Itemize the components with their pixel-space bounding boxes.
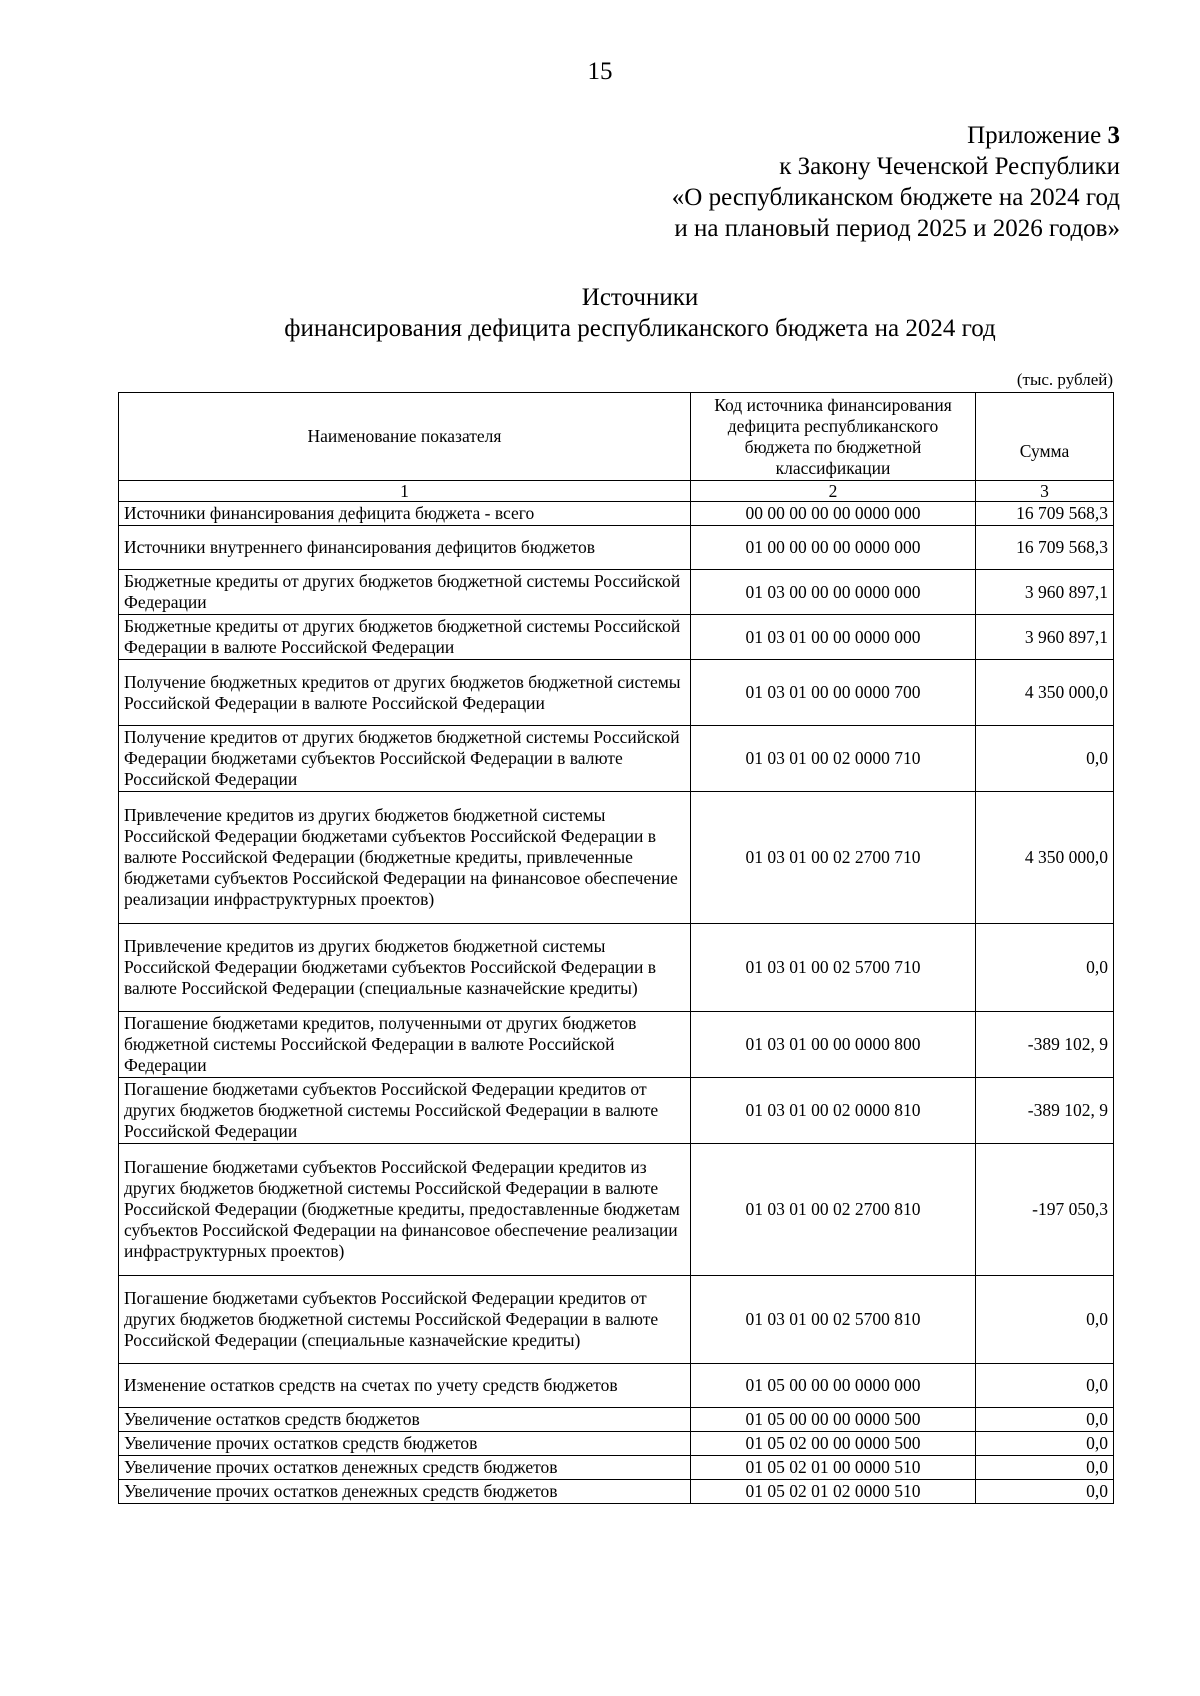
row-code-cell: 01 03 01 00 02 5700 810 [691, 1276, 976, 1364]
table-row [119, 526, 1114, 570]
table-row [119, 1012, 1114, 1078]
table-row [119, 924, 1114, 1012]
row-code-cell: 01 05 02 01 00 0000 510 [691, 1456, 976, 1480]
table-row [119, 726, 1114, 792]
row-sum-cell: 0,0 [976, 1432, 1114, 1456]
row-name-cell: Погашение бюджетами субъектов Российской Федерации кредитов от других бюджетов бюджетной системы Российской Федерации в валюте Российской Федерации (специальные казначейские кредиты) [119, 1276, 691, 1364]
table-row [119, 570, 1114, 615]
row-name-cell: Погашение бюджетами субъектов Российской Федерации кредитов из других бюджетов бюджетной системы Российской Федерации в валюте Российской Федерации (бюджетные кредиты, предоставленные бюджетам субъектов Российской Федерации на финансовое обеспечение реализации инфраструктурных проектов) [119, 1144, 691, 1276]
row-name-cell: Привлечение кредитов из других бюджетов бюджетной системы Российской Федерации бюджетами субъектов Российской Федерации в валюте Российской Федерации (специальные казначейские кредиты) [119, 924, 691, 1012]
row-code-cell: 01 05 00 00 00 0000 000 [691, 1364, 976, 1408]
document-title [0, 282, 1200, 344]
row-sum-cell: 4 350 000,0 [976, 792, 1114, 924]
appendix-law-name-line1: «О республиканском бюджете на 2024 год [671, 184, 1120, 211]
table-row [119, 1364, 1114, 1408]
row-sum-cell: 16 709 568,3 [976, 502, 1114, 526]
header-name: Наименование показателя [119, 393, 691, 481]
row-name-cell: Изменение остатков средств на счетах по учету средств бюджетов [119, 1364, 691, 1408]
table-row [119, 615, 1114, 660]
row-sum-cell: 3 960 897,1 [976, 615, 1114, 660]
table-row [119, 1432, 1114, 1456]
row-name-cell: Источники финансирования дефицита бюджета - всего [119, 502, 691, 526]
table-row [119, 1276, 1114, 1364]
row-name-cell: Источники внутреннего финансирования дефицитов бюджетов [119, 526, 691, 570]
row-code-cell: 01 03 01 00 02 0000 710 [691, 726, 976, 792]
row-code-cell: 01 03 01 00 00 0000 700 [691, 660, 976, 726]
appendix-title [420, 120, 1120, 151]
row-sum-cell: 0,0 [976, 924, 1114, 1012]
row-name-cell: Погашение бюджетами кредитов, полученными от других бюджетов бюджетной системы Российской Федерации в валюте Российской Федерации [119, 1012, 691, 1078]
row-sum-cell: 0,0 [976, 1364, 1114, 1408]
table-row [119, 1480, 1114, 1504]
row-code-cell: 01 03 01 00 02 0000 810 [691, 1078, 976, 1144]
row-sum-cell: 4 350 000,0 [976, 660, 1114, 726]
document-title-line2: финансирования дефицита республиканского бюджета на 2024 год [284, 315, 996, 342]
header-sum: Сумма [976, 393, 1114, 481]
row-sum-cell: 0,0 [976, 726, 1114, 792]
row-code-cell: 01 03 01 00 00 0000 800 [691, 1012, 976, 1078]
row-code-cell: 01 05 02 00 00 0000 500 [691, 1432, 976, 1456]
row-sum-cell: 0,0 [976, 1276, 1114, 1364]
appendix-law-name-line2: и на плановый период 2025 и 2026 годов» [674, 215, 1120, 242]
row-name-cell: Увеличение остатков средств бюджетов [119, 1408, 691, 1432]
row-name-cell: Получение бюджетных кредитов от других бюджетов бюджетной системы Российской Федерации в валюте Российской Федерации [119, 660, 691, 726]
document-title-line1: Источники [581, 284, 699, 311]
row-name-cell: Получение кредитов от других бюджетов бюджетной системы Российской Федерации бюджетами субъектов Российской Федерации в валюте Российской Федерации [119, 726, 691, 792]
table-body [119, 502, 1114, 1504]
table-header-row [119, 393, 1114, 481]
row-sum-cell: 0,0 [976, 1456, 1114, 1480]
units-label: (тыс. рублей) [1016, 370, 1113, 389]
table-row [119, 660, 1114, 726]
table-row [119, 1408, 1114, 1432]
row-sum-cell: 0,0 [976, 1408, 1114, 1432]
appendix-prefix: Приложение [967, 122, 1108, 149]
table-row [119, 502, 1114, 526]
row-sum-cell: 16 709 568,3 [976, 526, 1114, 570]
table-row [119, 792, 1114, 924]
row-name-cell: Привлечение кредитов из других бюджетов бюджетной системы Российской Федерации бюджетами субъектов Российской Федерации в валюте Российской Федерации (бюджетные кредиты, привлеченные бюджетами субъектов Российской Федерации на финансовое обеспечение реализации инфраструктурных проектов) [119, 792, 691, 924]
row-name-cell: Увеличение прочих остатков средств бюджетов [119, 1432, 691, 1456]
row-code-cell: 01 03 01 00 02 5700 710 [691, 924, 976, 1012]
row-code-cell: 01 03 01 00 02 2700 810 [691, 1144, 976, 1276]
row-code-cell: 00 00 00 00 00 0000 000 [691, 502, 976, 526]
row-sum-cell: -389 102, 9 [976, 1078, 1114, 1144]
appendix-number: 3 [1107, 122, 1120, 149]
row-sum-cell: -389 102, 9 [976, 1012, 1114, 1078]
row-code-cell: 01 05 02 01 02 0000 510 [691, 1480, 976, 1504]
row-name-cell: Увеличение прочих остатков денежных средств бюджетов [119, 1480, 691, 1504]
row-name-cell: Бюджетные кредиты от других бюджетов бюджетной системы Российской Федерации в валюте Российской Федерации [119, 615, 691, 660]
table-row [119, 1078, 1114, 1144]
column-number: 1 [119, 481, 691, 502]
financing-sources-table [118, 392, 1114, 1504]
row-code-cell: 01 03 01 00 00 0000 000 [691, 615, 976, 660]
row-name-cell: Увеличение прочих остатков денежных средств бюджетов [119, 1456, 691, 1480]
row-code-cell: 01 03 00 00 00 0000 000 [691, 570, 976, 615]
row-sum-cell: 0,0 [976, 1480, 1114, 1504]
row-sum-cell: 3 960 897,1 [976, 570, 1114, 615]
row-name-cell: Погашение бюджетами субъектов Российской Федерации кредитов от других бюджетов бюджетной системы Российской Федерации в валюте Российской Федерации [119, 1078, 691, 1144]
row-sum-cell: -197 050,3 [976, 1144, 1114, 1276]
row-code-cell: 01 00 00 00 00 0000 000 [691, 526, 976, 570]
appendix-header [420, 120, 1120, 244]
appendix-law-line: к Закону Чеченской Республики [779, 153, 1120, 180]
table-row [119, 1456, 1114, 1480]
row-code-cell: 01 05 00 00 00 0000 500 [691, 1408, 976, 1432]
row-code-cell: 01 03 01 00 02 2700 710 [691, 792, 976, 924]
column-number: 2 [691, 481, 976, 502]
column-number: 3 [976, 481, 1114, 502]
column-numbers-row [119, 481, 1114, 502]
table-row [119, 1144, 1114, 1276]
header-code: Код источника финансирования дефицита республиканского бюджета по бюджетной классификации [691, 393, 976, 481]
row-name-cell: Бюджетные кредиты от других бюджетов бюджетной системы Российской Федерации [119, 570, 691, 615]
page-number: 15 [587, 58, 613, 85]
